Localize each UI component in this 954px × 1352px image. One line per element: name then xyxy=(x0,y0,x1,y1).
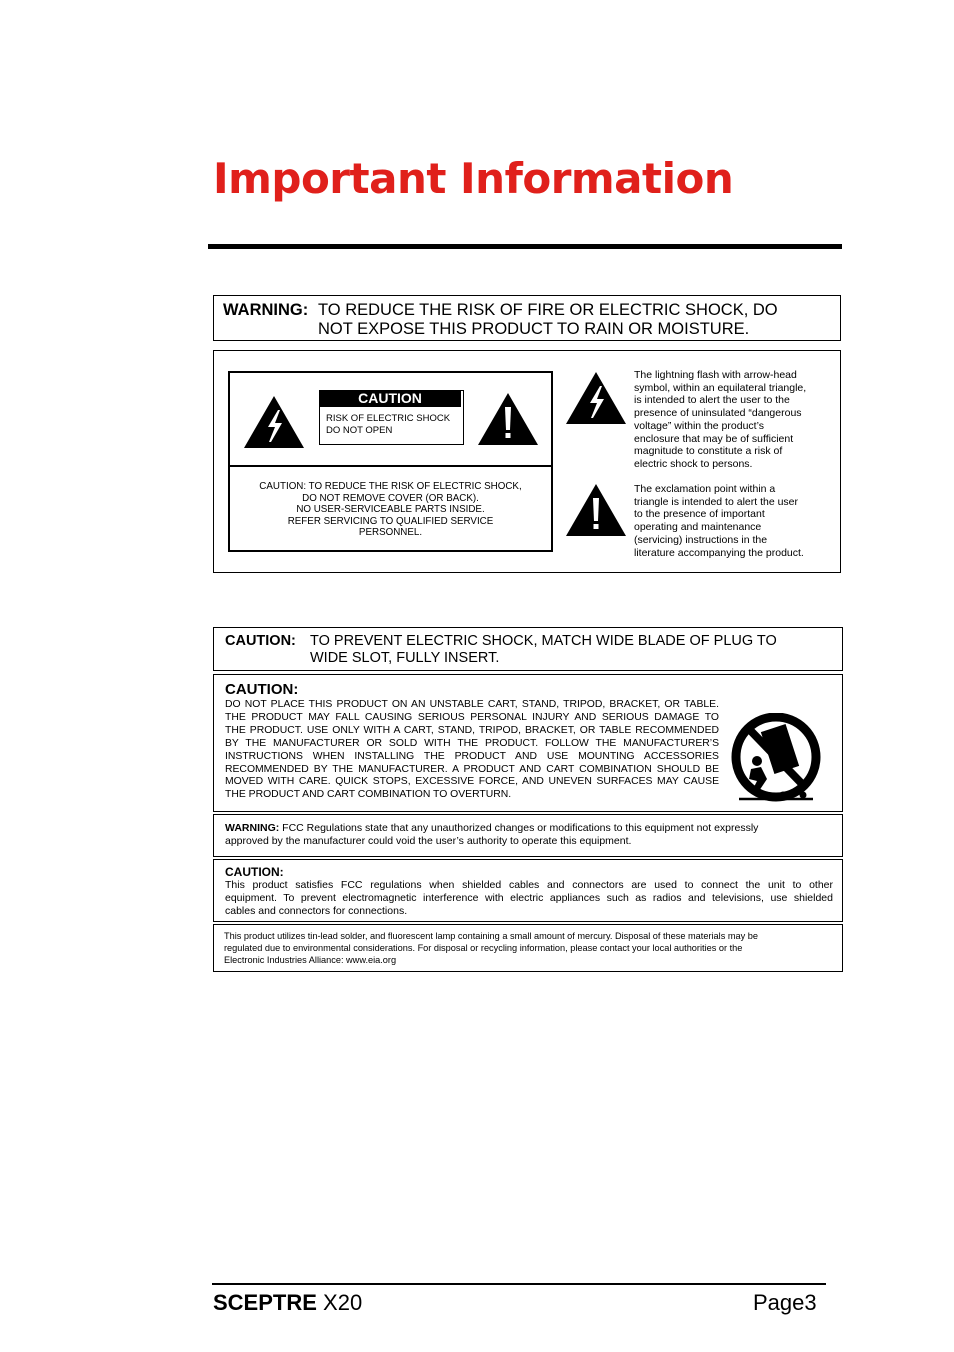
cart-caution-text xyxy=(225,699,719,802)
description-line: magnitude to constitute a risk of xyxy=(634,445,783,458)
description-line: enclosure that may be of sufficient xyxy=(634,432,794,445)
caution-instruction-line: PERSONNEL. xyxy=(358,527,423,538)
cables-caution-text xyxy=(225,879,833,918)
footer-page-number: Page3 xyxy=(753,1290,817,1315)
plug-caution-line-2: WIDE SLOT, FULLY INSERT. xyxy=(310,650,500,666)
cart-caution-line: THE PRODUCT MAY FALL CAUSING SERIOUS PERSONAL INJURY AND SERIOUS DAMAGE TO xyxy=(225,711,719,723)
description-line: The exclamation point within a xyxy=(634,483,776,495)
lightning-triangle-icon xyxy=(244,396,304,448)
description-line: presence of uninsulated “dangerous xyxy=(634,407,802,420)
fcc-warning-label: WARNING: xyxy=(225,822,280,834)
footer-model: X20 xyxy=(316,1290,363,1315)
plug-caution-box xyxy=(213,627,843,671)
cart-caution-line: THE PRODUCT AND CART COMBINATION TO OVERTURN. xyxy=(225,789,512,801)
fcc-warning-line-2: approved by the manufacturer could void the user’s authority to operate this equipment. xyxy=(225,835,632,847)
fcc-warning-text xyxy=(225,822,833,848)
footer-rule xyxy=(212,1283,826,1285)
safety-symbols-box xyxy=(213,350,841,573)
description-line: operating and maintenance xyxy=(634,521,762,534)
mercury-note-line: regulated due to environmental considerations. For disposal or recycling information, please contact your local authorities or the xyxy=(224,942,743,953)
cart-caution-line: BY THE MANUFACTURER OR SOLD WITH THE PRODUCT. FOLLOW THE MANUFACTURER’S xyxy=(225,737,719,749)
footer-product xyxy=(213,1290,362,1316)
cart-caution-line: THE PRODUCT. USE ONLY WITH A CART, STAND, TRIPOD, BRACKET, OR TABLE RECOMMENDED xyxy=(225,724,719,736)
cart-caution-line: DO NOT PLACE THIS PRODUCT ON AN UNSTABLE CART, STAND, TRIPOD, BRACKET, OR TABLE. xyxy=(225,699,719,710)
description-line: triangle is intended to alert the user xyxy=(634,495,799,508)
plug-caution-line-1: TO PREVENT ELECTRIC SHOCK, MATCH WIDE BLADE OF PLUG TO xyxy=(310,633,777,649)
warning-line-2: NOT EXPOSE THIS PRODUCT TO RAIN OR MOISTURE. xyxy=(318,320,750,338)
panel-divider xyxy=(230,465,551,467)
lightning-symbol-description xyxy=(634,369,806,471)
description-line: The lightning flash with arrow-head xyxy=(634,369,797,381)
description-line: to the presence of important xyxy=(634,508,765,521)
cart-tip-over-icon xyxy=(727,713,825,805)
caution-instruction-line: REFER SERVICING TO QUALIFIED SERVICE xyxy=(287,515,494,527)
mercury-disposal-text xyxy=(224,931,832,966)
cart-caution-line: INSTRUCTIONS WHEN INSTALLING THE PRODUCT AND USE MOUNTING ACCESSORIES xyxy=(225,750,719,762)
exclamation-triangle-icon xyxy=(566,484,626,536)
warning-line-1: TO REDUCE THE RISK OF FIRE OR ELECTRIC SHOCK, DO xyxy=(318,301,778,319)
description-line: is intended to alert the user to the xyxy=(634,394,790,407)
caution-label-panel xyxy=(228,371,553,552)
description-line: symbol, within an equilateral triangle, xyxy=(634,381,807,394)
lightning-triangle-icon xyxy=(566,372,626,424)
exclamation-triangle-icon xyxy=(478,393,538,445)
cart-caution-line: RECOMMENDED BY THE MANUFACTURER. A PRODUCT AND CART COMBINATION SHOULD BE xyxy=(225,763,719,775)
description-line: literature accompanying the product. xyxy=(634,546,804,559)
caution-risk-text: RISK OF ELECTRIC SHOCK xyxy=(326,413,451,424)
exclamation-symbol-description xyxy=(634,483,804,559)
warning-label: WARNING: xyxy=(223,301,309,319)
cart-caution-line: MOVED WITH CARE. QUICK STOPS, EXCESSIVE FORCE, AND UNEVEN SURFACES MAY CAUSE xyxy=(225,776,719,788)
footer-brand: SCEPTRE xyxy=(213,1290,317,1315)
caution-instructions xyxy=(230,481,551,539)
rain-moisture-warning-box xyxy=(213,295,841,341)
shielded-cables-caution-box xyxy=(213,859,843,922)
cables-caution-line: equipment. To prevent electromagnetic interference with electric appliances such as radios and televisions, use shielded xyxy=(225,892,833,904)
page-title: Important Information xyxy=(213,154,734,203)
description-line: voltage” within the product’s xyxy=(634,419,764,432)
mercury-disposal-note-box xyxy=(213,924,843,972)
mercury-note-line: Electronic Industries Alliance: www.eia.org xyxy=(224,954,397,965)
fcc-warning-box xyxy=(213,814,843,857)
caution-instruction-line: NO USER-SERVICEABLE PARTS INSIDE. xyxy=(296,504,485,515)
fcc-warning-line-1: FCC Regulations state that any unauthorized changes or modifications to this equipment not expressly xyxy=(282,822,759,834)
caution-do-not-open-text: DO NOT OPEN xyxy=(326,425,393,436)
mercury-note-line: This product utilizes tin-lead solder, and fluorescent lamp containing a small amount of mercury. Disposal of these materials may be xyxy=(224,931,758,941)
description-line: (servicing) instructions in the xyxy=(634,533,768,546)
cart-caution-heading: CAUTION: xyxy=(225,681,299,698)
description-line: electric shock to persons. xyxy=(634,457,753,470)
caution-instruction-line: CAUTION: TO REDUCE THE RISK OF ELECTRIC SHOCK, xyxy=(259,481,522,492)
title-underline xyxy=(208,244,842,249)
cables-caution-line: cables and connectors for connections. xyxy=(225,905,408,917)
cart-caution-box xyxy=(213,674,843,812)
caution-heading: CAUTION xyxy=(319,390,461,407)
cables-caution-heading: CAUTION: xyxy=(225,865,284,879)
cables-caution-line: This product satisfies FCC regulations when shielded cables and connectors are used to connect the unit to other xyxy=(225,879,833,891)
caution-instruction-line: DO NOT REMOVE COVER (OR BACK). xyxy=(302,492,479,504)
caution-label: CAUTION: xyxy=(225,633,296,649)
